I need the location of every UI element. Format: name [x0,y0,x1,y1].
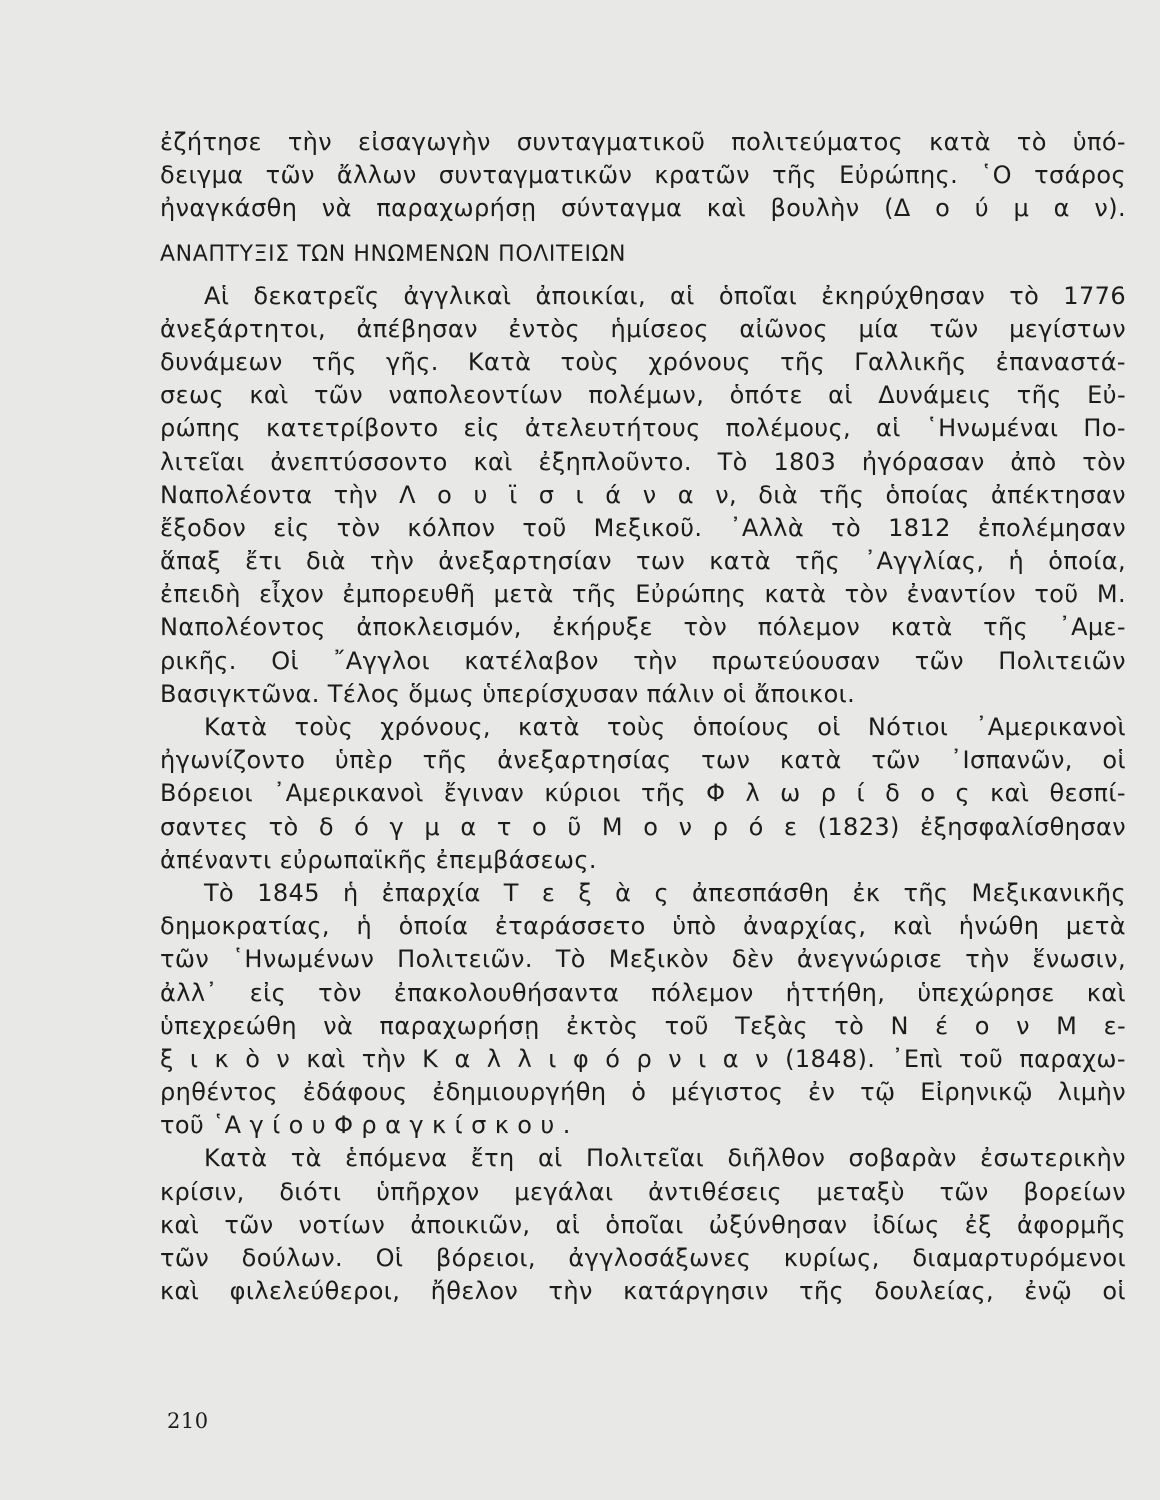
text-line: ἐπειδὴ εἶχον ἐμπορευθῆ μετὰ τῆς Εὐρώπης κατὰ τὸν ἐναντίον τοῦ Μ. [160,580,1126,609]
text-line: ὑπεχρεώθη νὰ παραχωρήσῃ ἐκτὸς τοῦ Τεξὰς τὸ Ν έ ο ν Μ ε- [160,1011,1126,1040]
text-line: δημοκρατίας, ἡ ὁποία ἐταράσσετο ὑπὸ ἀναρχίας, καὶ ἡνώθη μετὰ [160,912,1126,941]
page-number: 210 [167,1409,209,1433]
text-line: ἐζήτησε τὴν εἰσαγωγὴν συνταγματικοῦ πολιτεύματος κατὰ τὸ ὑπό- [160,128,1126,156]
text-line: καὶ φιλελεύθεροι, ἤθελον τὴν κατάργησιν τῆς δουλείας, ἐνῷ οἱ [160,1277,1126,1306]
text-line: ἠγωνίζοντο ὑπὲρ τῆς ἀνεξαρτησίας των κατὰ τῶν ᾿Ισπανῶν, οἱ [160,746,1126,775]
text-line: σαντες τὸ δ ό γ μ α τ ο ῦ Μ ο ν ρ ό ε (1823) ἐξησφαλίσθησαν [160,812,1126,841]
paragraph-texas [160,877,1126,1143]
text-line: Βασιγκτῶνα. Τέλος ὅμως ὑπερίσχυσαν πάλιν οἱ ἄποικοι. [160,679,856,708]
text-line: ἠναγκάσθη νὰ παραχωρήσῃ σύνταγμα καὶ βουλὴν (Δ ο ύ μ α ν). [160,194,1126,223]
text-line: Ναπολέοντος ἀποκλεισμόν, ἐκήρυξε τὸν πόλεμον κατὰ τῆς ᾿Αμε- [160,613,1126,642]
text-line: Ναπολέοντα τὴν Λ ο υ ϊ σ ι ά ν α ν, διὰ τῆς ὁποίας ἀπέκτησαν [160,480,1126,509]
text-line: Αἱ δεκατρεῖς ἀγγλικαὶ ἀποικίαι, αἱ ὁποῖαι ἐκηρύχθησαν τὸ 1776 [204,281,1126,310]
text-line: ἀλλ᾿ εἰς τὸν ἐπακολουθήσαντα πόλεμον ἡττήθη, ὑπεχώρησε καὶ [160,978,1126,1007]
text-line: Τὸ 1845 ἡ ἐπαρχία Τ ε ξ ὰ ς ἀπεσπάσθη ἐκ τῆς Μεξικανικῆς [204,878,1126,907]
text-line: κρίσιν, διότι ὑπῆρχον μεγάλαι ἀντιθέσεις μεταξὺ τῶν βορείων [160,1177,1126,1206]
text-line: Κατὰ τοὺς χρόνους, κατὰ τοὺς ὁποίους οἱ Νότιοι ᾿Αμερικανοὶ [204,713,1126,741]
paragraph-crisis [160,1142,1126,1308]
text-line: ρηθέντος ἐδάφους ἐδημιουργήθη ὁ μέγιστος ἐν τῷ Εἰρηνικῷ λιμὴν [160,1078,1126,1107]
text-line: λιτεῖαι ἀνεπτύσσοντο καὶ ἐξηπλοῦντο. Τὸ 1803 ἠγόρασαν ἀπὸ τὸν [160,447,1126,476]
text-line: καὶ τῶν νοτίων ἀποικιῶν, αἱ ὁποῖαι ὠξύνθησαν ἰδίως ἐξ ἀφορμῆς [160,1210,1126,1239]
text-line: τῶν δούλων. Οἱ βόρειοι, ἀγγλοσάξωνες κυρίως, διαμαρτυρόμενοι [160,1244,1126,1272]
section-heading: ΑΝΑΠΤΥΞΙΣ ΤΩΝ ΗΝΩΜΕΝΩΝ ΠΟΛΙΤΕΙΩΝ [160,241,627,267]
paragraph-colonies [160,280,1126,711]
text-line: τῶν ῾Ηνωμένων Πολιτειῶν. Τὸ Μεξικὸν δὲν ἀνεγνώρισε τὴν ἕνωσιν, [160,945,1126,974]
page-text [160,126,1126,1308]
text-line: ἔξοδον εἰς τὸν κόλπον τοῦ Μεξικοῦ. ᾿Αλλὰ τὸ 1812 ἐπολέμησαν [160,513,1126,542]
text-line: ρώπης κατετρίβοντο εἰς ἀτελευτήτους πολέμους, αἱ ῾Ηνωμέναι Πο- [160,414,1126,443]
text-line: ἀπέναντι εὐρωπαϊκῆς ἐπεμβάσεως. [160,845,597,874]
text-line: ρικῆς. Οἱ ῎Αγγλοι κατέλαβον τὴν πρωτεύουσαν τῶν Πολιτειῶν [160,646,1126,675]
intro-paragraph [160,126,1126,226]
paragraph-florida [160,711,1126,877]
text-line: ἅπαξ ἔτι διὰ τὴν ἀνεξαρτησίαν των κατὰ τῆς ᾿Αγγλίας, ἡ ὁποία, [160,547,1126,576]
text-line: Βόρειοι ᾿Αμερικανοὶ ἔγιναν κύριοι τῆς Φ λ ω ρ ί δ ο ς καὶ θεσπί- [160,779,1126,808]
text-line: τοῦ ῾Α γ ί ο υ Φ ρ α γ κ ί σ κ ο υ . [160,1111,571,1140]
text-line: ξ ι κ ὸ ν καὶ τὴν Κ α λ λ ι φ ό ρ ν ι α ν (1848). ᾿Επὶ τοῦ παραχω- [160,1044,1126,1073]
text-line: ἀνεξάρτητοι, ἀπέβησαν ἐντὸς ἡμίσεος αἰῶνος μία τῶν μεγίστων [160,314,1126,343]
text-line: δειγμα τῶν ἄλλων συνταγματικῶν κρατῶν τῆς Εὐρώπης. ῾Ο τσάρος [160,161,1126,190]
text-line: Κατὰ τὰ ἑπόμενα ἔτη αἱ Πολιτεῖαι διῆλθον σοβαρὰν ἐσωτερικὴν [204,1144,1126,1173]
text-line: δυνάμεων τῆς γῆς. Κατὰ τοὺς χρόνους τῆς Γαλλικῆς ἐπαναστά- [160,347,1126,376]
text-line: σεως καὶ τῶν ναπολεοντίων πολέμων, ὁπότε αἱ Δυνάμεις τῆς Εὐ- [160,381,1126,410]
